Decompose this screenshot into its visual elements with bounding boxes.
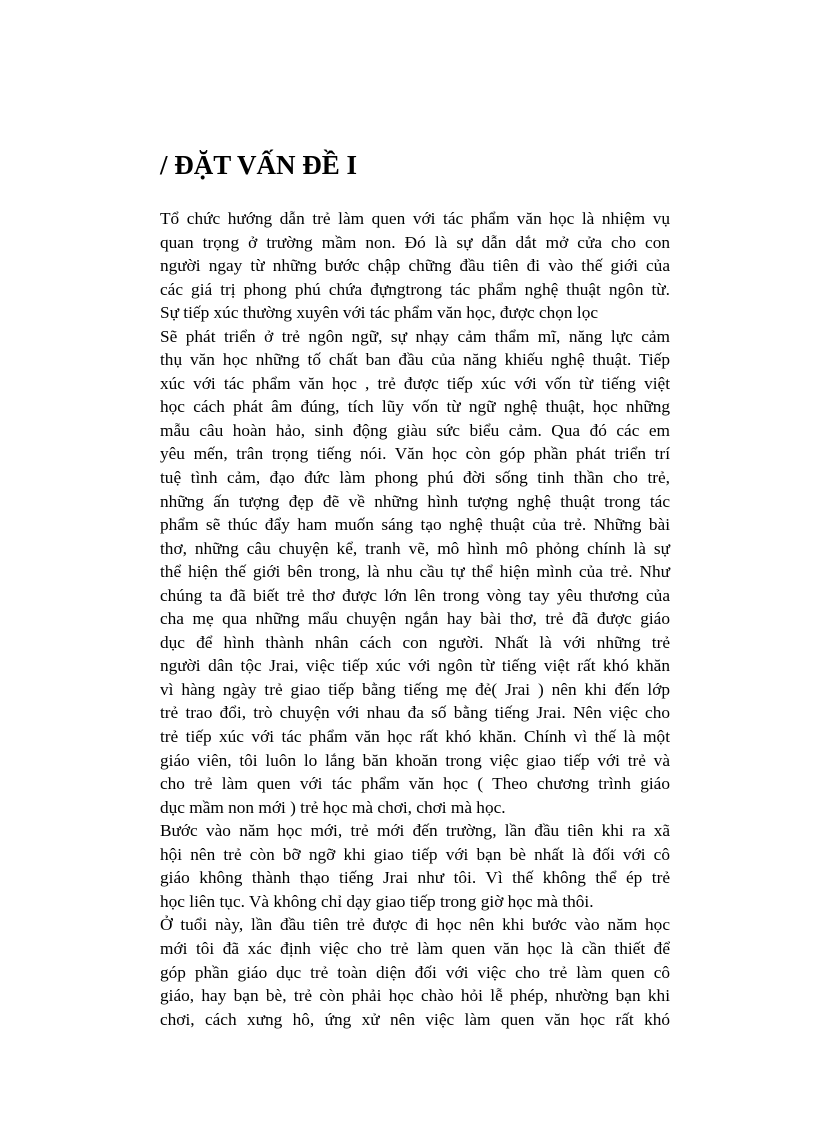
text-line: yêu mến, trân trọng tiếng nói. Văn học còn góp phần phát triển trí <box>160 444 670 464</box>
text-line: chơi, cách xưng hô, ứng xử nên việc làm quen văn học rất khó <box>160 1009 670 1029</box>
text-line: dục mầm non mới ) trẻ học mà chơi, chơi mà học. <box>160 797 506 817</box>
text-line: trẻ tiếp xúc với tác phẩm văn học rất khó khăn. Chính vì thế là một <box>160 727 670 747</box>
text-line: vì hàng ngày trẻ giao tiếp bằng tiếng mẹ đẻ( Jrai ) nên khi đến lớp <box>160 679 670 699</box>
text-line: mẫu câu hoàn hảo, sinh động giàu sức biểu cảm. Qua đó các em <box>160 420 670 440</box>
text-line: học liên tục. Và không chỉ dạy giao tiếp trong giờ học mà thôi. <box>160 891 594 911</box>
text-line: Sự tiếp xúc thường xuyên với tác phẩm văn học, được chọn lọc <box>160 303 599 323</box>
text-line: người ngay từ những bước chập chững đầu tiên đi vào thế giới của <box>160 256 670 276</box>
text-line: phẩm sẽ thúc đẩy ham muốn sáng tạo nghệ thuật của trẻ. Những bài <box>160 515 670 535</box>
text-line: học cách phát âm đúng, tích lũy vốn từ ngữ nghệ thuật, học những <box>160 397 670 417</box>
text-line: góp phần giáo dục trẻ toàn diện đối với việc cho trẻ làm quen cô <box>160 962 670 982</box>
text-line: thụ văn học những tố chất ban đầu của năng khiếu nghệ thuật. Tiếp <box>160 350 670 370</box>
text-line: giáo không thành thạo tiếng Jrai như tôi. Vì thế không thể ép trẻ <box>160 868 670 888</box>
text-line: các giá trị phong phú chứa đựngtrong tác phẩm nghệ thuật ngôn từ. <box>160 279 670 299</box>
text-line: hội nên trẻ còn bỡ ngỡ khi giao tiếp với bạn bè nhất là đối với cô <box>160 844 670 864</box>
text-line: những ấn tượng đẹp đẽ về những hình tượng nghệ thuật trong tác <box>160 491 670 511</box>
section-heading: / ĐẶT VẤN ĐỀ I <box>160 150 358 180</box>
text-line: Bước vào năm học mới, trẻ mới đến trường, lần đầu tiên khi ra xã <box>160 821 670 841</box>
text-line: tuệ tình cảm, đạo đức làm phong phú đời sống tinh thần cho trẻ, <box>160 468 670 488</box>
text-line: giáo viên, tôi luôn lo lắng băn khoăn trong việc giao tiếp với trẻ và <box>160 750 670 770</box>
text-line: quan trọng ở trường mầm non. Đó là sự dẫn dắt mở cửa cho con <box>160 232 670 252</box>
body-text <box>160 207 670 1031</box>
text-line: người dân tộc Jrai, việc tiếp xúc với ngôn từ tiếng việt rất khó khăn <box>160 656 670 676</box>
text-line: Tổ chức hướng dẫn trẻ làm quen với tác phẩm văn học là nhiệm vụ <box>160 209 670 228</box>
text-line: dục để hình thành nhân cách con người. Nhất là với những trẻ <box>160 632 670 652</box>
text-line: giáo, hay bạn bè, trẻ còn phải học chào hỏi lễ phép, nhường bạn khi <box>160 986 670 1006</box>
text-line: trẻ trao đổi, trò chuyện với nhau đa số bằng tiếng Jrai. Nên việc cho <box>160 703 670 723</box>
text-line: thể hiện thế giới bên trong, là nhu cầu tự thể hiện mình của trẻ. Như <box>160 562 670 582</box>
text-line: thơ, những câu chuyện kể, tranh vẽ, mô hình mô phỏng chính là sự <box>160 538 670 558</box>
text-line: cho trẻ làm quen với tác phẩm văn học ( Theo chương trình giáo <box>160 774 670 794</box>
text-line: chúng ta đã biết trẻ thơ được lớn lên trong vòng tay yêu thương của <box>160 585 670 605</box>
text-line: Ở tuổi này, lần đầu tiên trẻ được đi học nên khi bước vào năm học <box>160 915 670 935</box>
text-line: cha mẹ qua những mẩu chuyện ngắn hay bài thơ, trẻ đã được giáo <box>160 609 670 629</box>
text-line: xúc với tác phẩm văn học , trẻ được tiếp xúc với vốn từ tiếng việt <box>160 373 670 393</box>
text-line: mới tôi đã xác định việc cho trẻ làm quen văn học là cần thiết để <box>160 938 670 958</box>
text-line: Sẽ phát triển ở trẻ ngôn ngữ, sự nhạy cảm thẩm mĩ, năng lực cảm <box>160 326 670 346</box>
